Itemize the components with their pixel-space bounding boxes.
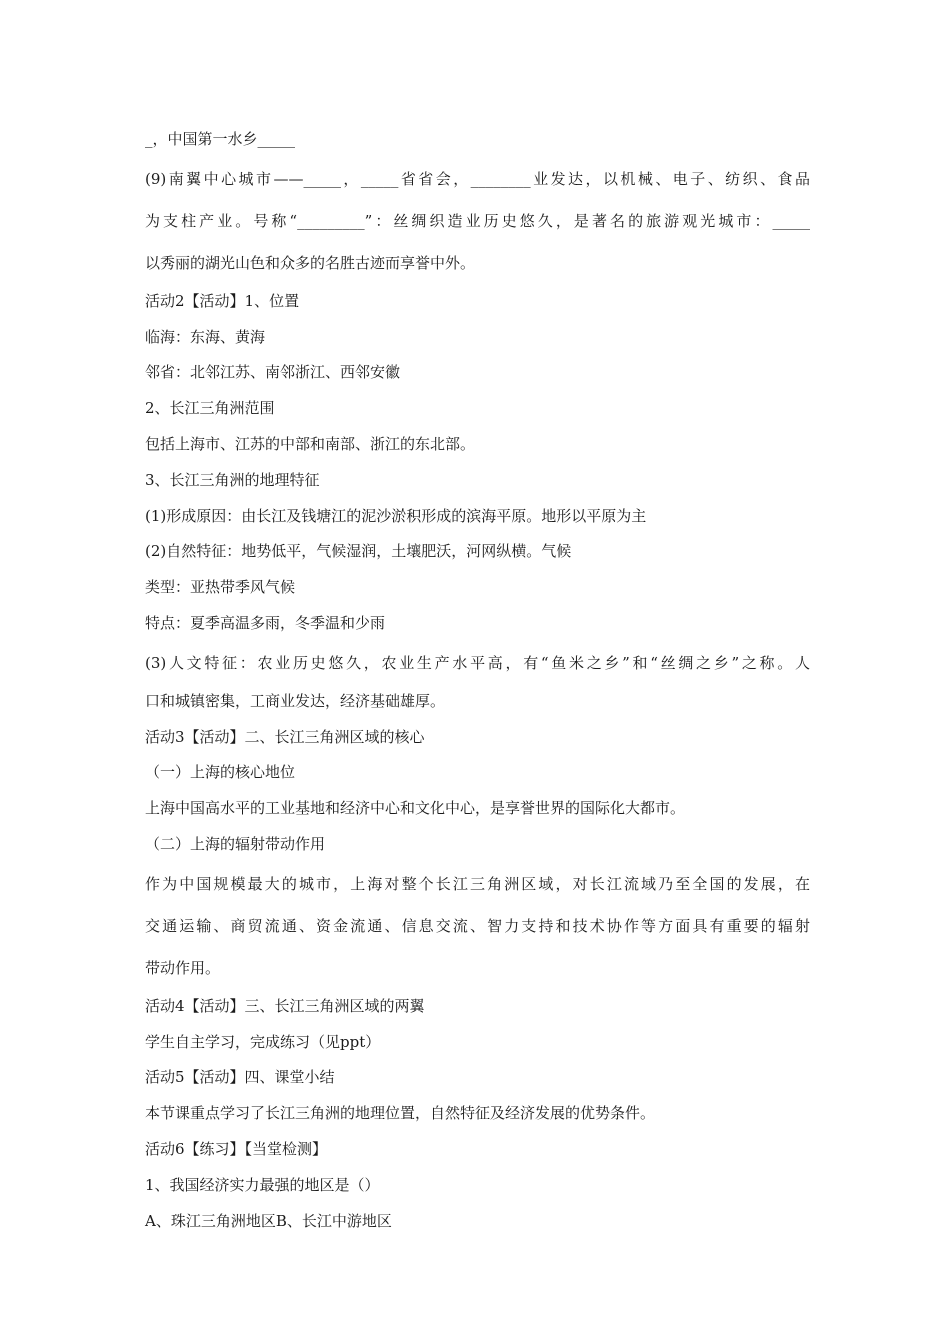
activity-3-heading: 活动3【活动】二、长江三角洲区域的核心 — [145, 727, 425, 746]
text-line-19: 上海中国高水平的工业基地和经济中心和文化中心，是享誉世界的国际化大都市。 — [145, 799, 686, 818]
text-line-1: _，中国第一水乡_____ — [145, 130, 296, 148]
document-page — [145, 122, 810, 1239]
text-line-27: 本节课重点学习了长江三角洲的地理位置，自然特征及经济发展的优势条件。 — [145, 1104, 656, 1123]
text-line-13: 类型：亚热带季风气候 — [145, 578, 296, 597]
text-line-7: 邻省：北邻江苏、南邻浙江、西邻安徽 — [145, 363, 401, 382]
section-heading-range: 2、长江三角洲范围 — [145, 399, 275, 418]
question-1-options: A、珠江三角洲地区B、长江中游地区 — [145, 1211, 392, 1230]
text-line-6: 临海：东海、黄海 — [145, 327, 266, 346]
activity-2-heading: 活动2【活动】1、位置 — [145, 291, 300, 310]
text-line-25: 学生自主学习，完成练习（见ppt） — [145, 1032, 381, 1051]
text-line-12: (2)自然特征：地势低平，气候湿润，土壤肥沃，河网纵横。气候 — [145, 542, 572, 561]
text-line-23: 带动作用。 — [145, 958, 221, 977]
text-line-20: （二）上海的辐射带动作用 — [145, 834, 326, 853]
text-line-18: （一）上海的核心地位 — [145, 763, 296, 782]
text-line-16: 口和城镇密集，工商业发达，经济基础雄厚。 — [145, 691, 446, 710]
text-line-9: 包括上海市、江苏的中部和南部、浙江的东北部。 — [145, 434, 476, 453]
text-line-4: 以秀丽的湖光山色和众多的名胜古迹而享誉中外。 — [145, 253, 476, 272]
text-line-15: (3)人文特征：农业历史悠久，农业生产水平高，有“鱼米之乡”和“丝绸之乡”之称。人 — [145, 653, 810, 672]
text-line-22: 交通运输、商贸流通、资金流通、信息交流、智力支持和技术协作等方面具有重要的辐射 — [145, 916, 810, 935]
question-1: 1、我国经济实力最强的地区是（） — [145, 1175, 380, 1194]
text-line-3: 为支柱产业。号称“_________”：丝绸织造业历史悠久，是著名的旅游观光城市：_____ — [145, 211, 810, 230]
section-heading-features: 3、长江三角洲的地理特征 — [145, 470, 320, 489]
activity-6-heading: 活动6【练习】【当堂检测】 — [145, 1139, 328, 1158]
text-line-21: 作为中国规模最大的城市，上海对整个长江三角洲区域，对长江流域乃至全国的发展，在 — [145, 874, 810, 893]
activity-5-heading: 活动5【活动】四、课堂小结 — [145, 1068, 335, 1087]
text-line-2: (9)南翼中心城市——_____，_____省省会，________业发达，以机械、电子、纺织、食品 — [145, 169, 810, 188]
text-line-14: 特点：夏季高温多雨，冬季温和少雨 — [145, 613, 386, 632]
activity-4-heading: 活动4【活动】三、长江三角洲区域的两翼 — [145, 996, 425, 1015]
text-line-11: (1)形成原因：由长江及钱塘江的泥沙淤积形成的滨海平原。地形以平原为主 — [145, 506, 647, 525]
